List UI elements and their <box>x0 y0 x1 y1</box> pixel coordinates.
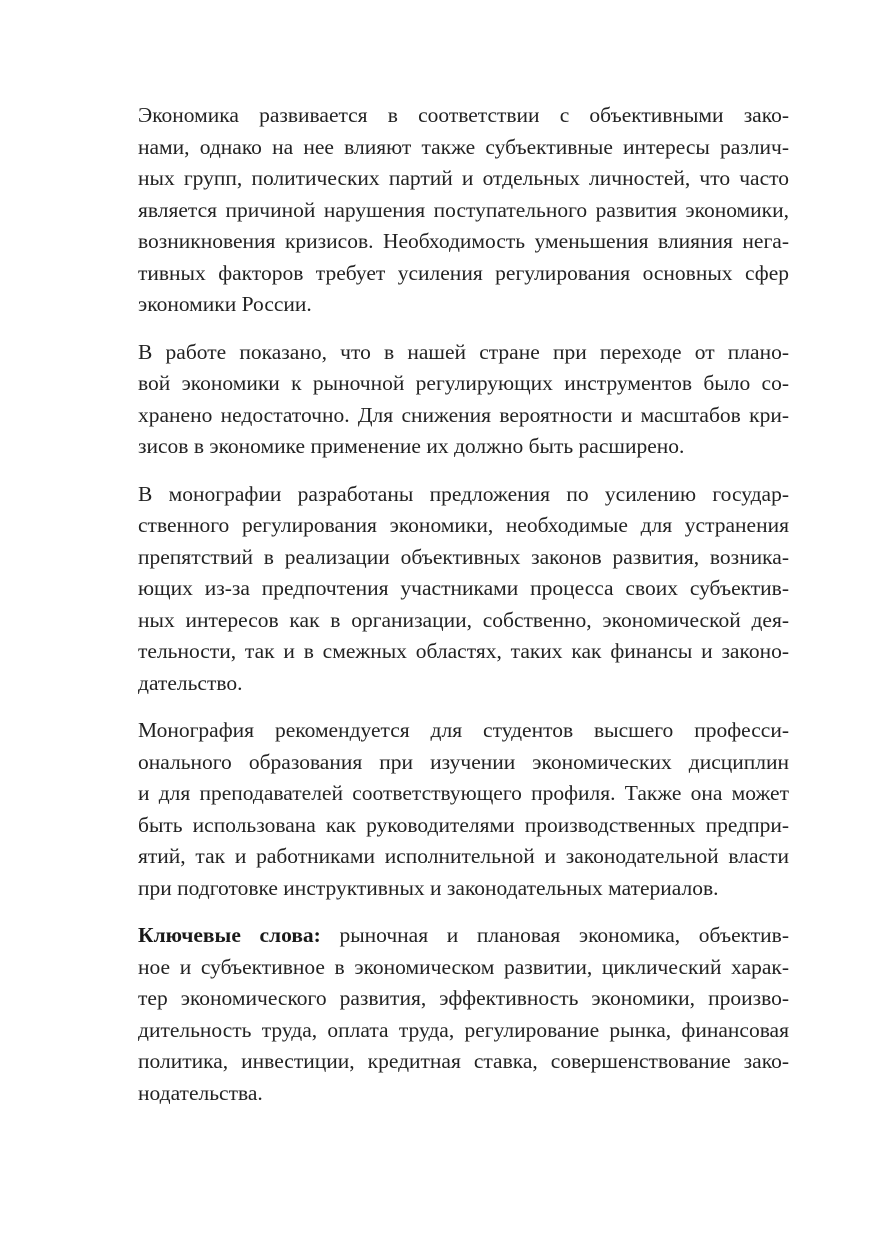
text-line: препятствий в реализации объективных законов развития, возника- <box>138 544 789 569</box>
text-line: тельности, так и в смежных областях, таких как финансы и законо- <box>138 639 789 663</box>
text-line: при подготовке инструктивных и законодательных материалов. <box>138 875 719 900</box>
text-line: ное и субъективное в экономическом развитии, циклический харак- <box>138 954 789 979</box>
text-line: ных групп, политических партий и отдельных личностей, что часто <box>138 166 789 190</box>
text-line: дательство. <box>138 670 243 695</box>
text-line: В монографии разработаны предложения по усилению государ- <box>138 481 789 506</box>
text-line: нами, однако на нее влияют также субъективные интересы различ- <box>138 134 789 159</box>
text-line: вой экономики к рыночной регулирующих инструментов было со- <box>138 371 789 395</box>
text-line: Монография рекомендуется для студентов высшего професси- <box>138 718 789 742</box>
text-line: быть использована как руководителями производственных предпри- <box>138 812 789 837</box>
text-line: и для преподавателей соответствующего профиля. Также она может <box>138 781 789 805</box>
paragraph-keywords <box>86 920 789 1109</box>
document-page <box>86 100 789 1109</box>
keywords-label: Ключевые слова: <box>138 923 321 947</box>
text-line: тивных факторов требует усиления регулирования основных сфер <box>138 260 789 285</box>
text-line: является причиной нарушения поступательного развития экономики, <box>138 197 789 222</box>
paragraph-findings <box>86 337 789 463</box>
text-line: тер экономического развития, эффективность экономики, произво- <box>138 986 789 1010</box>
text-line: нодательства. <box>138 1080 263 1105</box>
text-line: экономики России. <box>138 292 312 316</box>
text-line: Экономика развивается в соответствии с объективными зако- <box>138 103 789 127</box>
text-line <box>86 920 789 952</box>
text-line: ственного регулирования экономики, необходимые для устранения <box>138 513 789 537</box>
text-line: онального образования при изучении экономических дисциплин <box>138 749 789 774</box>
text-line: В работе показано, что в нашей стране при переходе от плано- <box>138 339 789 364</box>
text-line: ющих из-за предпочтения участниками процесса своих субъектив- <box>138 576 789 600</box>
text-line: политика, инвестиции, кредитная ставка, совершенствование зако- <box>138 1049 789 1073</box>
text-line: хранено недостаточно. Для снижения вероятности и масштабов кри- <box>138 402 789 427</box>
text-line: зисов в экономике применение их должно быть расширено. <box>138 434 685 458</box>
text-line: ных интересов как в организации, собственно, экономической дея- <box>138 607 789 632</box>
keywords-first-line: рыночная и плановая экономика, объектив- <box>320 923 789 947</box>
text-line: возникновения кризисов. Необходимость уменьшения влияния нега- <box>138 229 789 253</box>
paragraph-proposals <box>86 479 789 700</box>
text-line: ятий, так и работниками исполнительной и законодательной власти <box>138 844 789 868</box>
text-line: дительность труда, оплата труда, регулирование рынка, финансовая <box>138 1017 789 1042</box>
paragraph-intro <box>86 100 789 321</box>
paragraph-audience <box>86 715 789 904</box>
